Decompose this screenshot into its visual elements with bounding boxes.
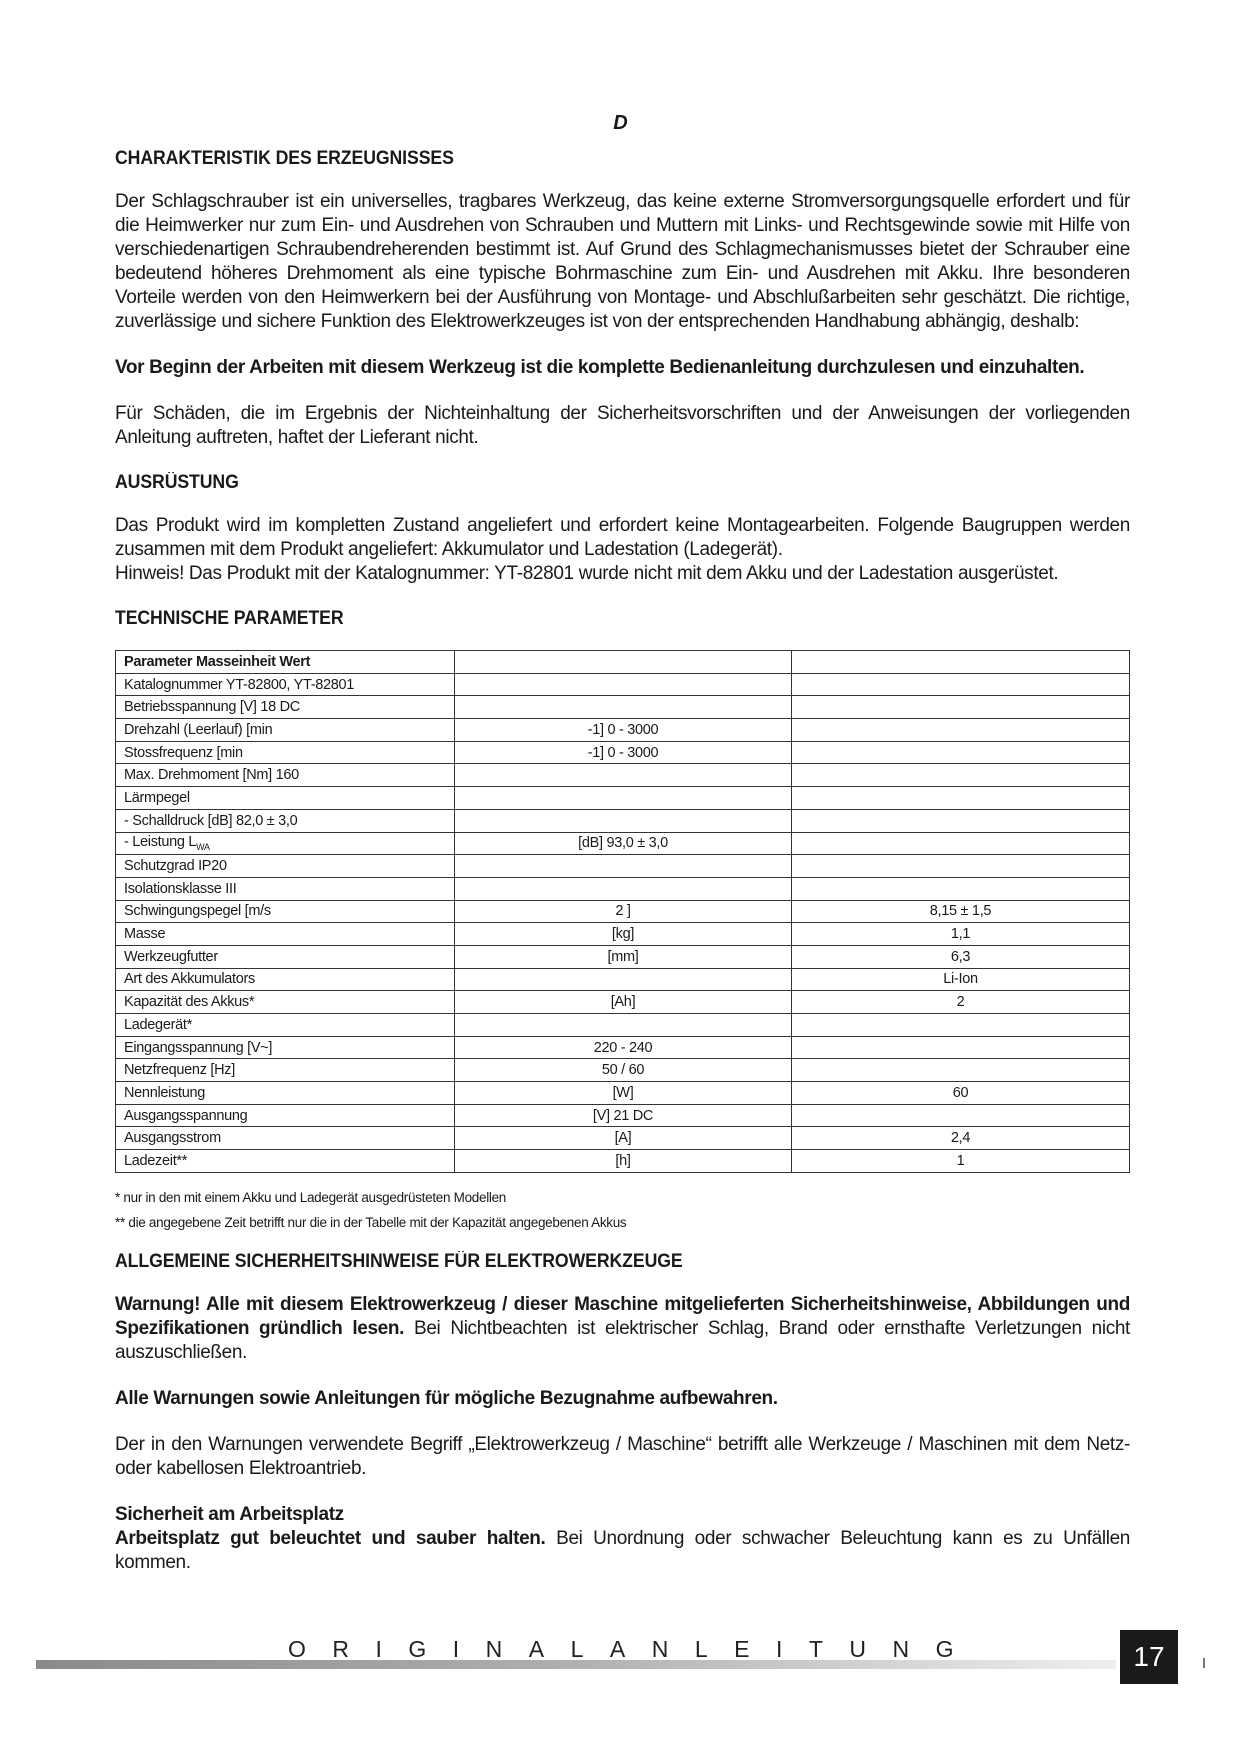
table-cell-c3: 2,4 <box>792 1127 1130 1150</box>
paragraph-liability: Für Schäden, die im Ergebnis der Nichteinhaltung der Sicherheitsvorschriften und der Anweisungen der vorliegenden Anleitung auftreten, haftet der Lieferant nicht. <box>115 403 1130 448</box>
table-cell-c2: 220 - 240 <box>455 1036 792 1059</box>
table-row <box>116 968 1130 991</box>
page-content <box>115 148 1130 1597</box>
paragraph-keep-warnings: Alle Warnungen sowie Anleitungen für mögliche Bezugnahme aufbewahren. <box>115 1387 778 1409</box>
subheading-workplace: Sicherheit am Arbeitsplatz <box>115 1503 344 1525</box>
paragraph-equipment: Das Produkt wird im kompletten Zustand angeliefert und erfordert keine Montagearbeiten. Folgende Baugruppen werden zusammen mit dem Produkt angeliefert: Akkumulator und Ladestation (Ladegerät). <box>115 515 1130 560</box>
section-heading-sicherheit: ALLGEMEINE SICHERHEITSHINWEISE FÜR ELEKTROWERKZEUGE <box>115 1250 683 1272</box>
table-cell-c1: Schwingungspegel [m/s <box>116 900 455 923</box>
table-cell-c3: 8,15 ± 1,5 <box>792 900 1130 923</box>
table-row <box>116 1059 1130 1082</box>
table-cell-c2: [dB] 93,0 ± 3,0 <box>455 832 792 855</box>
table-cell-c1: Isolationsklasse III <box>116 877 455 900</box>
table-cell-c3: 1,1 <box>792 923 1130 946</box>
footer-label: ORIGINALANLEITUNG <box>288 1636 981 1662</box>
table-cell-c2: [kg] <box>455 923 792 946</box>
table-row <box>116 1150 1130 1173</box>
table-cell-c2 <box>455 877 792 900</box>
table-cell-c1: Netzfrequenz [Hz] <box>116 1059 455 1082</box>
table-cell-c2: 50 / 60 <box>455 1059 792 1082</box>
table-cell-c2: [Ah] <box>455 991 792 1014</box>
table-cell-c1: Drehzahl (Leerlauf) [min <box>116 719 455 742</box>
table-cell-c1: Parameter Masseinheit Wert <box>116 651 455 674</box>
table-cell-c3 <box>792 1036 1130 1059</box>
table-cell-c1: Lärmpegel <box>116 787 455 810</box>
table-cell-c1: Ladegerät* <box>116 1014 455 1037</box>
table-row <box>116 855 1130 878</box>
table-cell-c3 <box>792 787 1130 810</box>
table-cell-c3 <box>792 1014 1130 1037</box>
table-cell-c1: - Leistung $L_{WA}$ <box>116 832 455 855</box>
warning-rest-text: Bei Nichtbeachten ist elektrischer Schlag, Brand oder ernsthafte Verletzungen nicht auszuschließen. <box>115 1317 1130 1363</box>
section-heading-ausruestung: AUSRÜSTUNG <box>115 472 239 493</box>
table-cell-c3 <box>792 673 1130 696</box>
table-row <box>116 991 1130 1014</box>
table-row <box>116 1127 1130 1150</box>
paragraph-workplace <box>115 1527 1130 1575</box>
table-row <box>116 696 1130 719</box>
table-row <box>116 1036 1130 1059</box>
table-cell-c3: Li-Ion <box>792 968 1130 991</box>
table-row <box>116 945 1130 968</box>
table-row <box>116 651 1130 674</box>
table-row <box>116 764 1130 787</box>
table-footnotes <box>115 1185 1130 1235</box>
table-cell-c2 <box>455 787 792 810</box>
table-cell-c3 <box>792 1059 1130 1082</box>
section-heading-charakteristik: CHARAKTERISTIK DES ERZEUGNISSES <box>115 148 454 169</box>
table-cell-c2: [h] <box>455 1150 792 1173</box>
table-cell-c1: Eingangsspannung [V~] <box>116 1036 455 1059</box>
table-cell-c1: Ausgangsstrom <box>116 1127 455 1150</box>
bold-instruction: Vor Beginn der Arbeiten mit diesem Werkzeug ist die komplette Bedienanleitung durchzulesen und einzuhalten. <box>115 357 1085 378</box>
table-cell-c1: Ladezeit** <box>116 1150 455 1173</box>
table-cell-c2 <box>455 809 792 832</box>
table-row <box>116 900 1130 923</box>
table-cell-c1: Kapazität des Akkus* <box>116 991 455 1014</box>
table-cell-c3 <box>792 1104 1130 1127</box>
table-row <box>116 1014 1130 1037</box>
table-cell-c3: 1 <box>792 1150 1130 1173</box>
language-code: D <box>613 112 628 134</box>
table-cell-c3 <box>792 832 1130 855</box>
table-cell-c1: Nennleistung <box>116 1082 455 1105</box>
table-cell-c2: [A] <box>455 1127 792 1150</box>
technical-parameters-table <box>115 650 1130 1173</box>
page-edge-mark <box>1203 1658 1205 1668</box>
table-row <box>116 1104 1130 1127</box>
table-cell-c1: Betriebsspannung [V] 18 DC <box>116 696 455 719</box>
paragraph-warning <box>115 1293 1130 1365</box>
table-row <box>116 832 1130 855</box>
table-cell-c3 <box>792 764 1130 787</box>
table-row <box>116 741 1130 764</box>
table-cell-c3 <box>792 877 1130 900</box>
table-cell-c2 <box>455 696 792 719</box>
paragraph-term-definition: Der in den Warnungen verwendete Begriff „Elektrowerkzeug / Maschine“ betrifft alle Werkzeuge / Maschinen mit dem Netz- oder kabellosen Elektroantrieb. <box>115 1433 1130 1479</box>
table-cell-c2: [mm] <box>455 945 792 968</box>
table-cell-c3: 2 <box>792 991 1130 1014</box>
workplace-bold-text: Arbeitsplatz gut beleuchtet und sauber halten. <box>115 1527 546 1549</box>
table-cell-c3 <box>792 741 1130 764</box>
table-cell-c2 <box>455 968 792 991</box>
table-cell-c3: 6,3 <box>792 945 1130 968</box>
table-cell-c2 <box>455 1014 792 1037</box>
warning-bold-text: Warnung! Alle mit diesem Elektrowerkzeug / dieser Maschine mitgelieferten Sicherheitshinweise, Abbildungen und Spezifikationen gründlich lesen. <box>115 1293 1130 1339</box>
table-cell-c2: [V] 21 DC <box>455 1104 792 1127</box>
section-heading-technische: TECHNISCHE PARAMETER <box>115 608 344 629</box>
table-row <box>116 787 1130 810</box>
table-cell-c1: Werkzeugfutter <box>116 945 455 968</box>
table-cell-c2: [W] <box>455 1082 792 1105</box>
table-cell-c1: Ausgangsspannung <box>116 1104 455 1127</box>
table-cell-c1: Max. Drehmoment [Nm] 160 <box>116 764 455 787</box>
table-cell-c1: Schutzgrad IP20 <box>116 855 455 878</box>
table-row <box>116 877 1130 900</box>
page-number: 17 <box>1120 1630 1178 1684</box>
table-cell-c3 <box>792 651 1130 674</box>
table-cell-c3 <box>792 696 1130 719</box>
table-cell-c1: Masse <box>116 923 455 946</box>
table-row <box>116 923 1130 946</box>
table-cell-c2 <box>455 764 792 787</box>
table-cell-c2 <box>455 651 792 674</box>
table-cell-c3: 60 <box>792 1082 1130 1105</box>
table-cell-c2: -1] 0 - 3000 <box>455 741 792 764</box>
table-row <box>116 719 1130 742</box>
table-cell-c1: Stossfrequenz [min <box>116 741 455 764</box>
table-cell-c3 <box>792 855 1130 878</box>
table-row <box>116 1082 1130 1105</box>
table-cell-c2: 2 ] <box>455 900 792 923</box>
table-row <box>116 673 1130 696</box>
table-cell-c2 <box>455 673 792 696</box>
table-cell-c3 <box>792 719 1130 742</box>
workplace-rest-text: Bei Unordnung oder schwacher Beleuchtung kann es zu Unfällen kommen. <box>115 1527 1130 1573</box>
paragraph-description: Der Schlagschrauber ist ein universelles, tragbares Werkzeug, das keine externe Stromversorgungsquelle erfordert und für die Heimwerker nur zum Ein- und Ausdrehen von Schrauben und Muttern mit Links- und Rechtsgewinde sowie mit Hilfe von verschiedenartigen Schraubendreherenden bestimmt ist. Auf Grund des Schlagmechanismusses bietet der Schrauber eine bedeutend höheres Drehmoment als eine typische Bohrmaschine zum Ein- und Ausdrehen mit Akku. Ihre besonderen Vorteile werden von den Heimwerkern bei der Ausführung von Montage- und Abschlußarbeiten sehr geschätzt. Die richtige, zuverlässige und sichere Funktion des Elektrowerkzeuges ist von der entsprechenden Handhabung abhängig, deshalb: <box>115 191 1130 332</box>
footnote-1: * nur in den mit einem Akku und Ladegerät ausgedrüsteten Modellen <box>115 1189 507 1205</box>
table-cell-c1: Katalognummer YT-82800, YT-82801 <box>116 673 455 696</box>
paragraph-equipment-note: Hinweis! Das Produkt mit der Katalognummer: YT-82801 wurde nicht mit dem Akku und der Ladestation ausgerüstet. <box>115 563 1059 584</box>
table-cell-c3 <box>792 809 1130 832</box>
table-cell-c2: -1] 0 - 3000 <box>455 719 792 742</box>
table-cell-c1: - Schalldruck [dB] 82,0 ± 3,0 <box>116 809 455 832</box>
subscript: WA <box>196 842 210 853</box>
table-cell-c2 <box>455 855 792 878</box>
footnote-2: ** die angegebene Zeit betrifft nur die in der Tabelle mit der Kapazität angegebenen Akkus <box>115 1214 627 1230</box>
table-row <box>116 809 1130 832</box>
table-cell-c1: Art des Akkumulators <box>116 968 455 991</box>
